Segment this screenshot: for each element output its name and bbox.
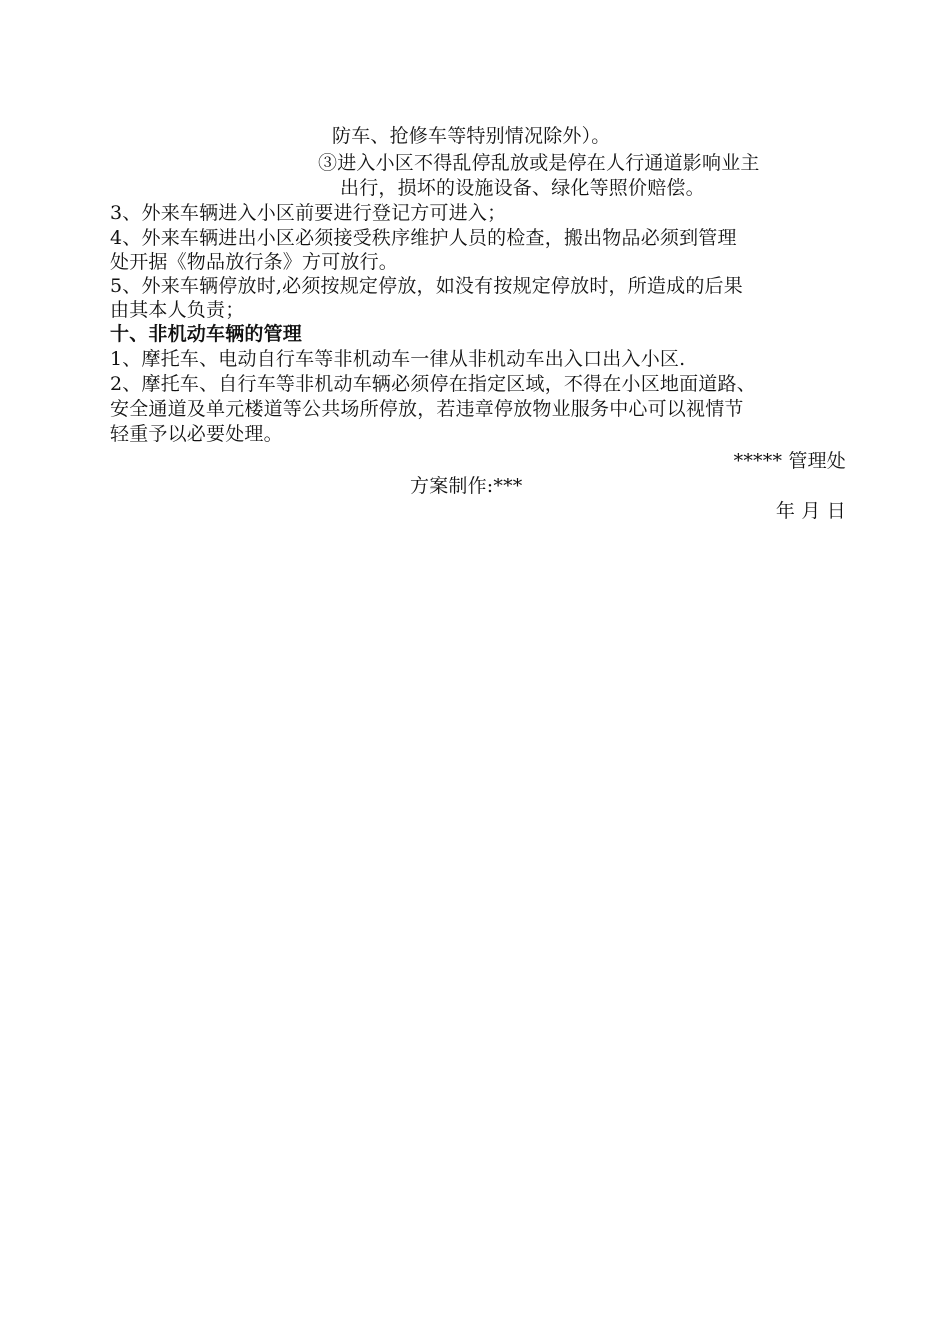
text-line: 处开据《物品放行条》方可放行。 <box>110 251 399 273</box>
author-line: 方案制作:*** <box>410 475 523 497</box>
date-line: 年 月 日 <box>775 500 846 522</box>
text-line: 防车、抢修车等特别情况除外）。 <box>332 125 611 147</box>
text-line: 3、外来车辆进入小区前要进行登记方可进入； <box>110 202 507 224</box>
text-line: 1、摩托车、电动自行车等非机动车一律从非机动车出入口出入小区. <box>110 348 686 370</box>
text-line: 5、外来车辆停放时,必须按规定停放，如没有按规定停放时，所造成的后果 <box>110 275 743 297</box>
text-line: 出行，损坏的设施设备、绿化等照价赔偿。 <box>340 177 705 199</box>
text-line: 由其本人负责； <box>110 299 245 321</box>
signature-org: ***** 管理处 <box>733 450 846 472</box>
text-line: 轻重予以必要处理。 <box>110 423 283 445</box>
text-line: 4、外来车辆进出小区必须接受秩序维护人员的检查，搬出物品必须到管理 <box>110 227 737 249</box>
text-line: 2、摩托车、自行车等非机动车辆必须停在指定区域，不得在小区地面道路、 <box>110 373 756 395</box>
text-line: 安全通道及单元楼道等公共场所停放，若违章停放物业服务中心可以视情节 <box>110 398 744 420</box>
section-heading: 十、非机动车辆的管理 <box>110 323 303 345</box>
text-line: ③进入小区不得乱停乱放或是停在人行通道影响业主 <box>318 152 760 174</box>
